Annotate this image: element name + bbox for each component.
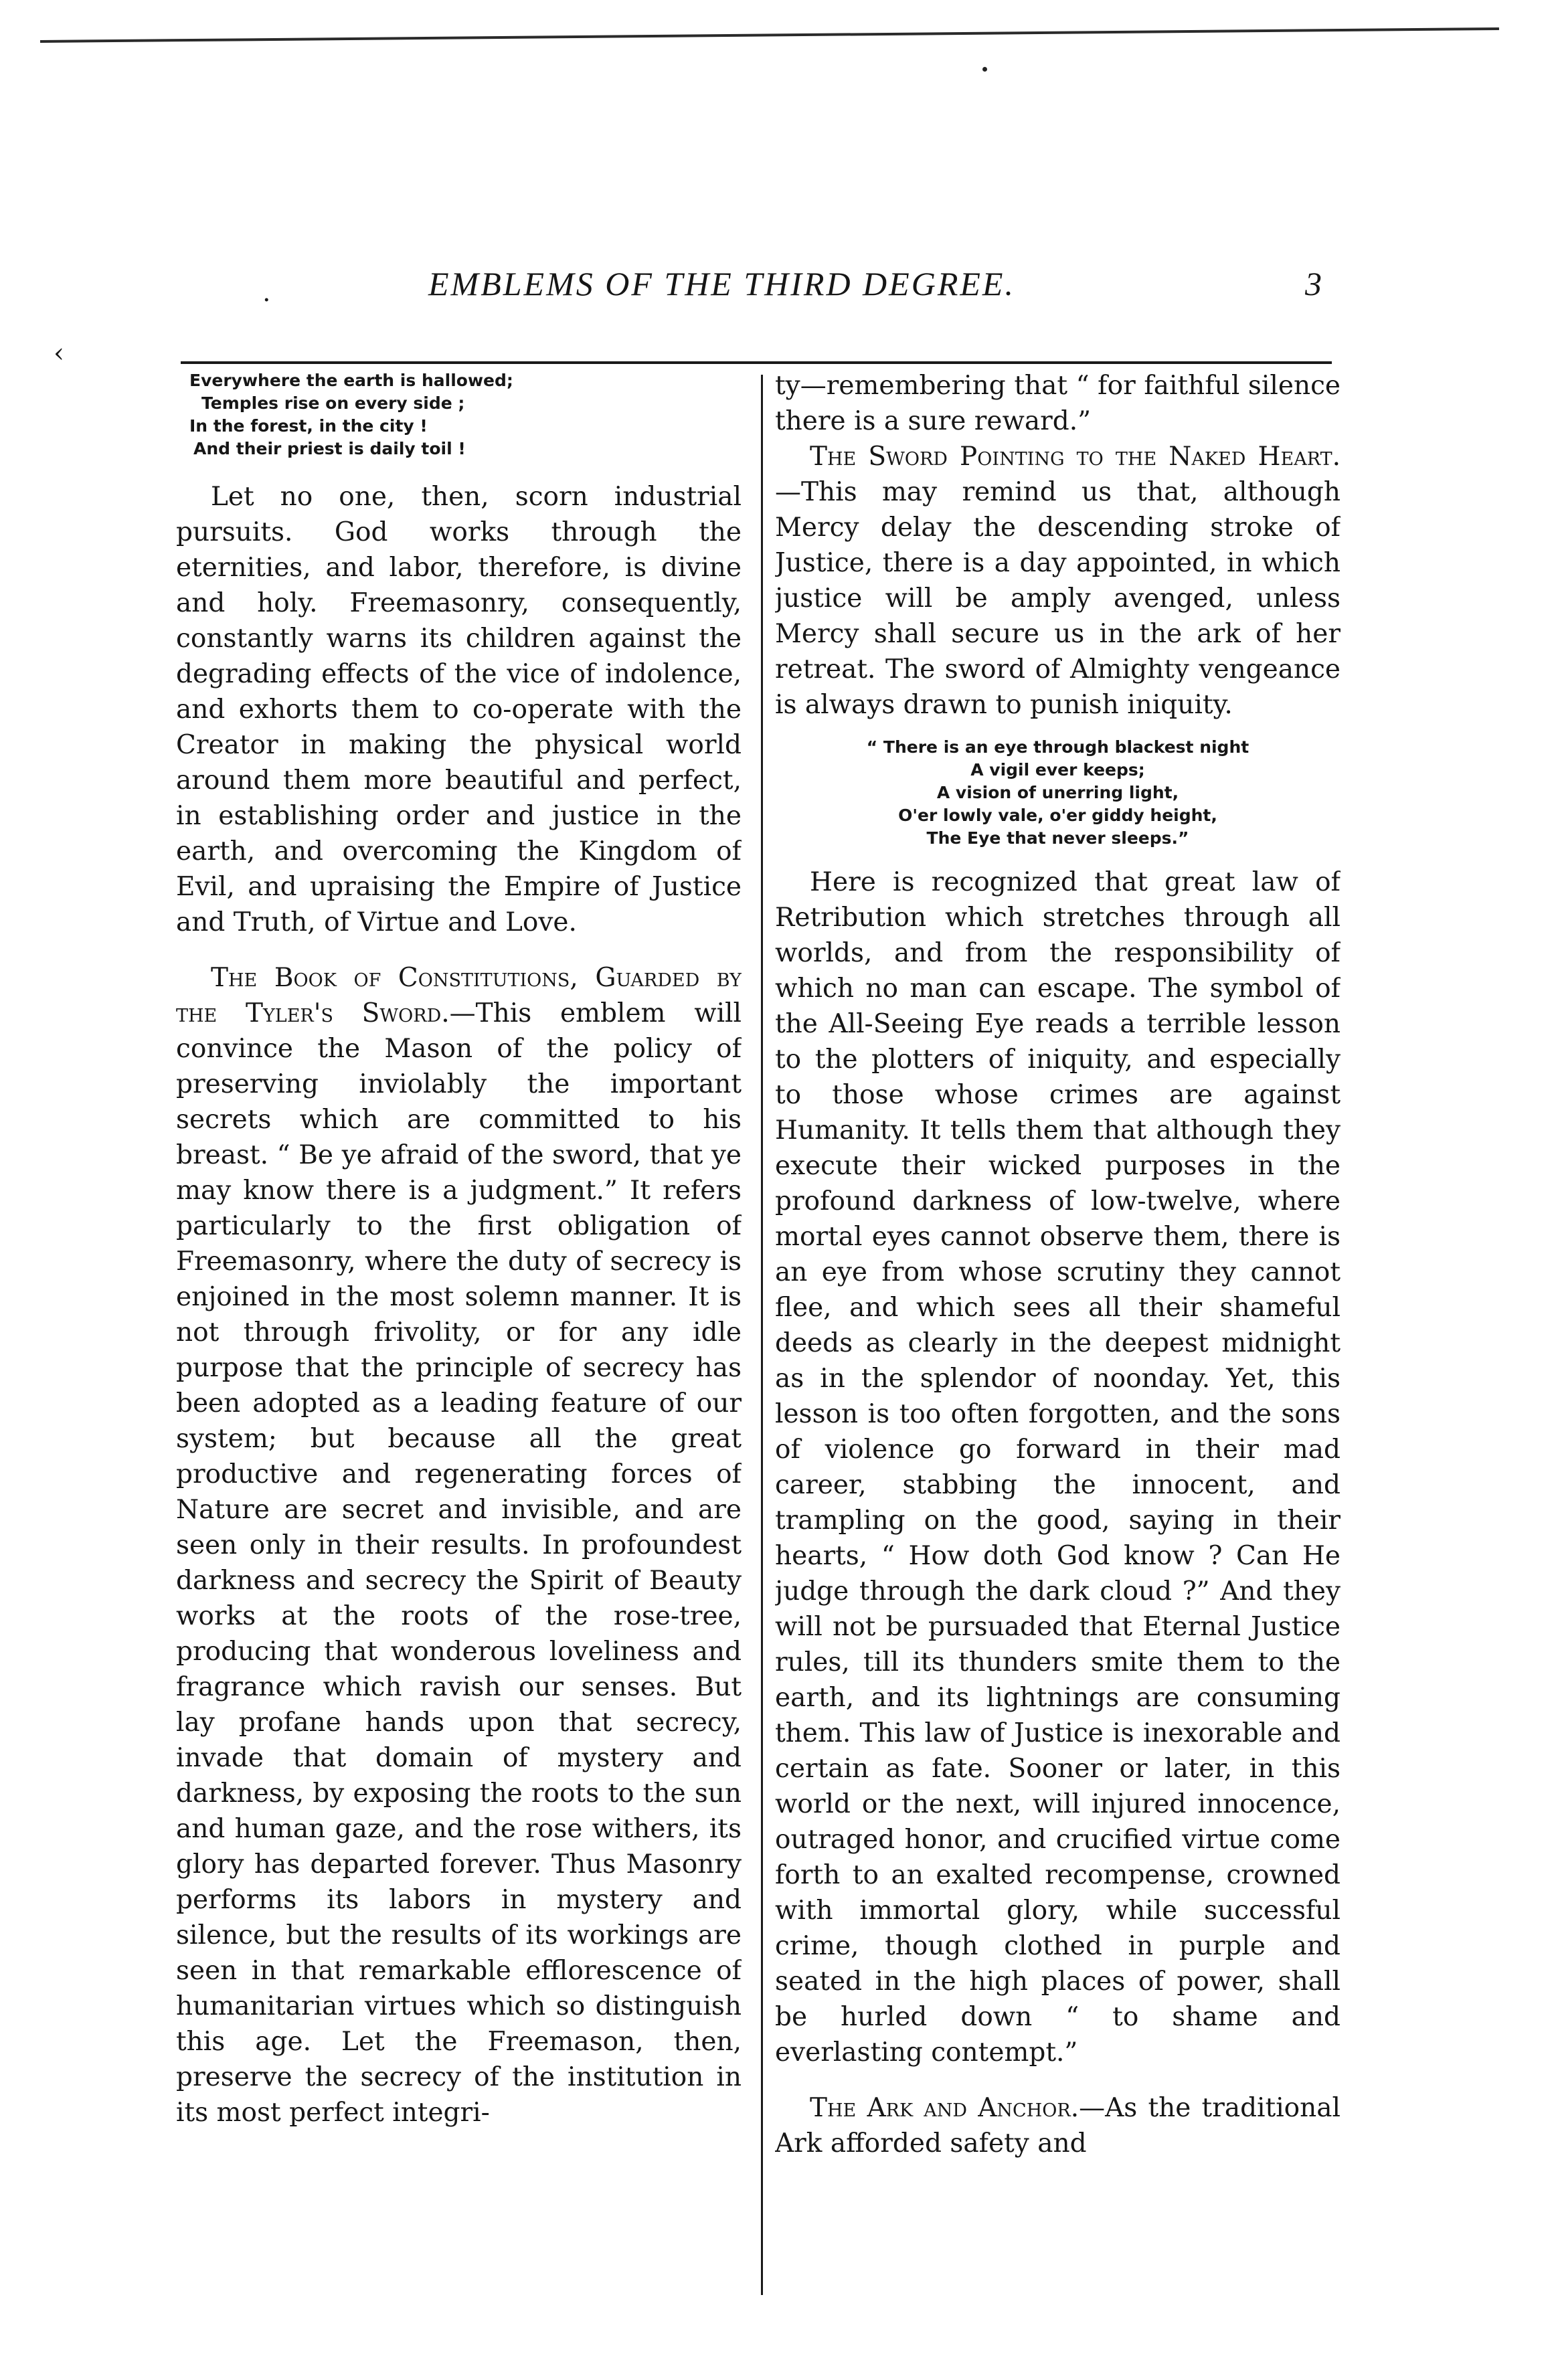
paragraph (775, 2090, 1341, 2161)
section-heading: The Ark and Anchor. (810, 2093, 1080, 2123)
verse-line: Temples rise on every side ; (201, 393, 465, 413)
paragraph (775, 439, 1341, 723)
verse-line: Everywhere the earth is hallowed; (189, 371, 513, 390)
left-column (176, 368, 742, 2130)
verse-line: In the forest, in the city ! (189, 416, 428, 436)
verse-line: A vision of unerring light, (936, 783, 1179, 802)
verse-line: O'er lowly vale, o'er giddy height, (898, 806, 1217, 825)
verse-line: “ There is an eye through blackest night (866, 737, 1249, 757)
section-heading: The Sword Pointing to the Naked Heart. (810, 442, 1341, 472)
column-divider (761, 375, 763, 2295)
verse-line: And their priest is daily toil ! (193, 439, 466, 458)
verse-quote (775, 736, 1341, 850)
scan-edge-line (40, 27, 1499, 63)
verse-quote (176, 369, 742, 460)
right-column (775, 368, 1341, 2161)
verse-line: The Eye that never sleeps.” (926, 828, 1189, 848)
paragraph: ty—remembering that “ for faithful silence there is a sure reward.” (775, 371, 1341, 436)
running-head (0, 264, 1554, 325)
margin-mark: ‹ (54, 338, 64, 369)
paragraph-body: —As the traditional Ark afforded safety and (775, 2093, 1341, 2159)
running-head-title: EMBLEMS OF THE THIRD DEGREE. (428, 265, 1015, 302)
running-head-dot: . (263, 277, 270, 308)
paragraph-body: —This emblem will convince the Mason of the policy of preserving inviolably the important secrets which are committed to his breast. “ Be ye afraid of the sword, that ye may know there is a judgment.” It refers particularly to the first obligation of Freemasonry, where the duty of secrecy is enjoined in the most solemn manner. It is not through frivolity, or for any idle purpose that the principle of secrecy has been adopted as a leading feature of our system; but because all the great productive and regenerating forces of Nature are secret and invisible, and are seen only in their results. In profoundest darkness and secrecy the Spirit of Beauty works at the roots of the rose-tree, producing that wonderous loveliness and fragrance which ravish our senses. But lay profane hands upon that secrecy, invade that domain of mystery and darkness, by exposing the roots to the sun and human gaze, and the rose withers, its glory has departed forever. Thus Masonry performs its labors in mystery and silence, but the results of its workings are seen in that remarkable efflorescence of humanitarian virtues which so distinguish this age. Let the Freemason, then, preserve the secrecy of the institution in its most perfect integri- (176, 998, 742, 2128)
ink-speck (982, 67, 987, 72)
paragraph: Let no one, then, scorn industrial pursuits. God works through the eternities, and labor, therefore, is divine and holy. Freemasonry, consequently, constantly warns its children against the degrading effects of the vice of indolence, and exhorts them to co-operate with the Creator in making the physical world around them more beautiful and perfect, in establishing order and justice in the earth, and overcoming the Kingdom of Evil, and upraising the Empire of Justice and Truth, of Virtue and Love. (176, 482, 742, 937)
page-number: 3 (1305, 265, 1322, 302)
header-rule (181, 361, 1332, 364)
section-heading: The Book of Constitutions, Guarded by the Tyler's Sword. (176, 963, 742, 1028)
verse-line: A vigil ever keeps; (970, 760, 1145, 780)
paragraph: Here is recognized that great law of Retribution which stretches through all worlds, and from the responsibility of which no man can escape. The symbol of the All-Seeing Eye reads a terrible lesson to the plotters of iniquity, and especially to those whose crimes are against Humanity. It tells them that although they execute their wicked purposes in the profound darkness of low-twelve, where mortal eyes cannot observe them, there is an eye from whose scrutiny they cannot flee, and which sees all their shameful deeds as clearly in the deepest midnight as in the splendor of noonday. Yet, this lesson is too often forgotten, and the sons of violence go forward in their mad career, stabbing the innocent, and trampling on the good, saying in their hearts, “ How doth God know ? Can He judge through the dark cloud ?” And they will not be pursuaded that Eternal Justice rules, till its thunders smite them to the earth, and its lightnings are consuming them. This law of Justice is inexorable and certain as fate. Sooner or later, in this world or the next, will injured innocence, outraged honor, and crucified virtue come forth to an exalted recompense, crowned with immortal glory, while successful crime, though clothed in purple and seated in the high places of power, shall be hurled down “ to shame and everlasting contempt.” (775, 867, 1341, 2068)
paragraph-body: —This may remind us that, although Mercy delay the descending stroke of Justice, there is a day appointed, in which justice will be amply avenged, unless Mercy shall secure us in the ark of her retreat. The sword of Almighty vengeance is always drawn to punish iniquity. (775, 477, 1341, 720)
paragraph (176, 960, 742, 2130)
